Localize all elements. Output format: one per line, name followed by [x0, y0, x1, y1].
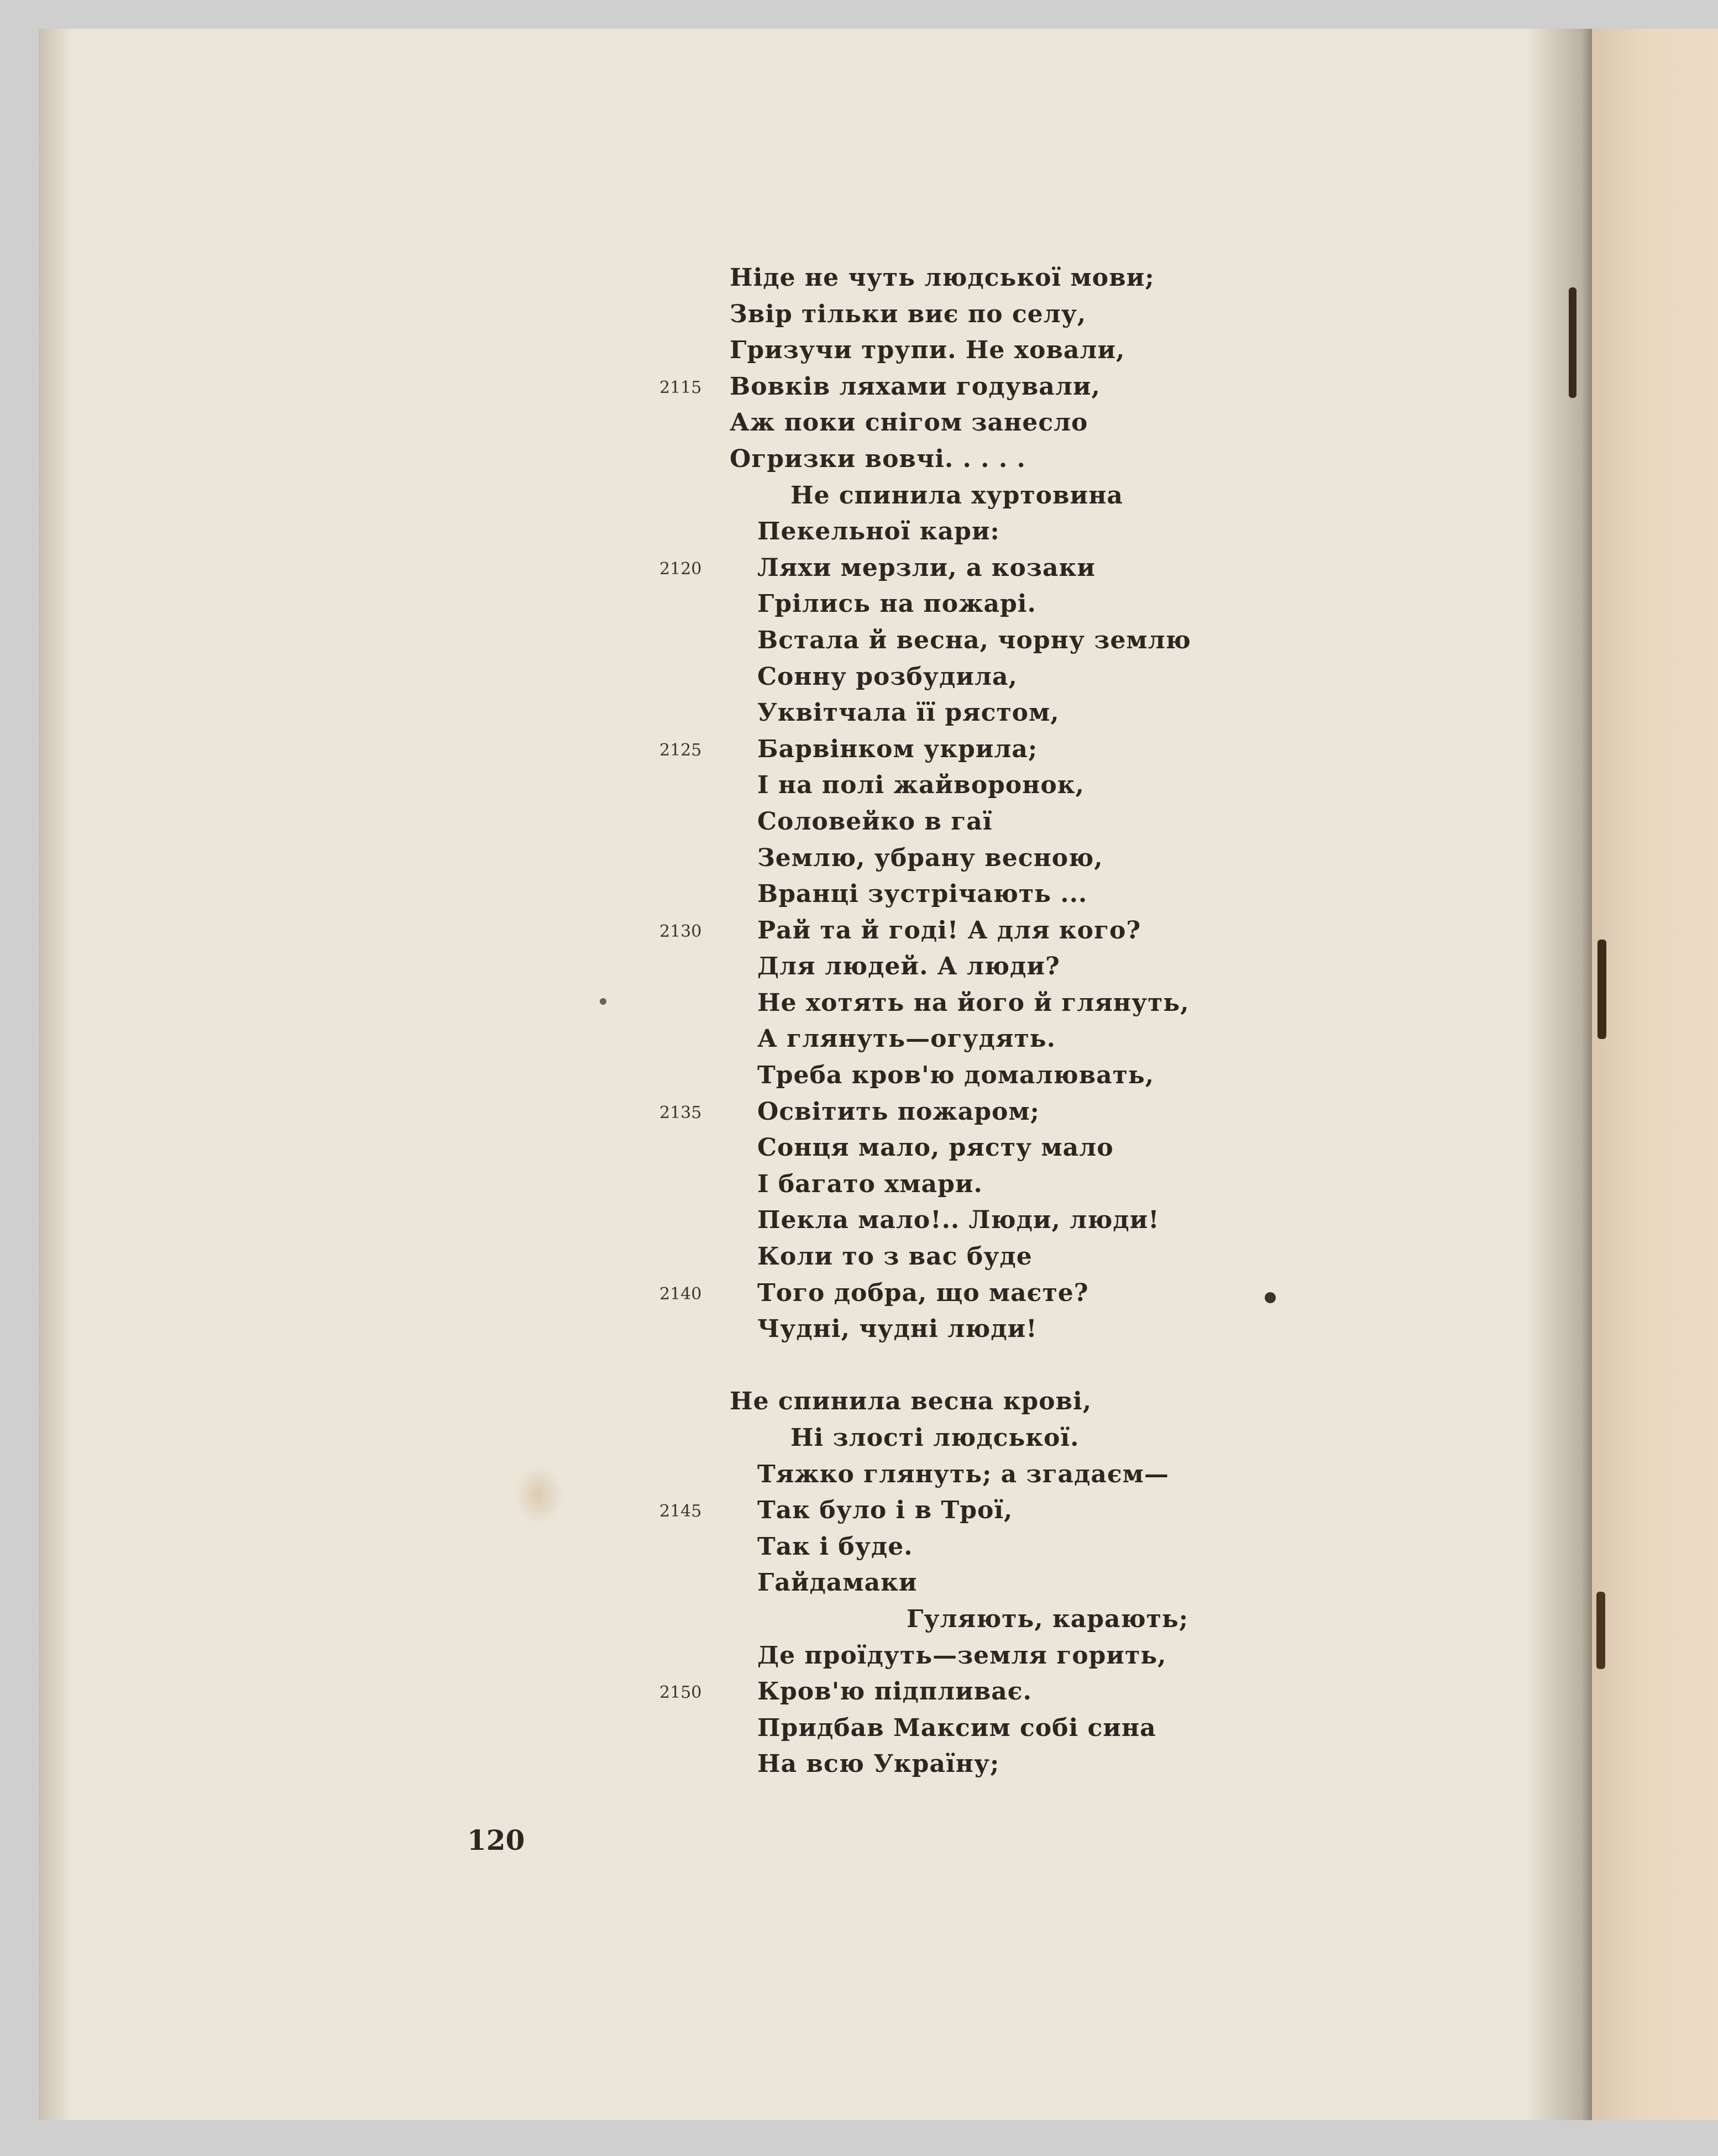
poem-line	[730, 1311, 1504, 1347]
poem-line	[730, 1166, 1504, 1203]
next-page-edge	[1592, 29, 1718, 2120]
line-number: 2140	[659, 1284, 702, 1304]
page-number: 120	[467, 1824, 525, 1856]
poem-line-text: Ляхи мерзли, а козаки	[757, 553, 1096, 582]
ink-speck	[1597, 940, 1606, 1039]
poem-line	[730, 405, 1504, 441]
poem-line	[730, 1239, 1504, 1275]
poem-line	[730, 1130, 1504, 1166]
line-number: 2115	[659, 377, 702, 397]
poem-line-text: Соловейко в гаї	[757, 807, 993, 836]
poem-line-text: Для людей. А люди?	[757, 952, 1060, 981]
poem-text-block	[659, 260, 1504, 1819]
poem-line	[659, 1674, 1504, 1710]
poem-line	[730, 659, 1504, 695]
stanza-break	[730, 1383, 1504, 1420]
poem-line-text: Тяжко глянуть; а згадаєм—	[757, 1460, 1169, 1488]
poem-line-text: На всю Україну;	[757, 1750, 1000, 1779]
poem-line-text: Не спинила хуртовина	[790, 481, 1123, 510]
poem-line-text: Вранці зустрічають ...	[757, 880, 1088, 909]
poem-line-text: Коли то з вас буде	[757, 1242, 1033, 1271]
poem-line	[659, 912, 1504, 949]
poem-line	[730, 1456, 1504, 1493]
poem-line-text: Вовків ляхами годували,	[730, 372, 1101, 401]
poem-line	[730, 1782, 1504, 1819]
poem-line-text: Придбав Максим собі сина	[757, 1713, 1156, 1742]
line-number: 2135	[659, 1103, 702, 1122]
poem-line-text: А глянуть—огудять.	[757, 1025, 1056, 1053]
poem-line-text: Сонця мало, рясту мало	[757, 1134, 1114, 1162]
poem-line	[730, 586, 1504, 622]
poem-line	[730, 1601, 1504, 1638]
poem-line-text: Встала й весна, чорну землю	[757, 626, 1191, 654]
poem-line	[730, 1746, 1504, 1782]
poem-line	[730, 1638, 1504, 1674]
poem-line	[730, 478, 1504, 514]
poem-line-text: Де проїдуть—земля горить,	[757, 1641, 1167, 1670]
poem-line-text: Ніде не чуть людської мови;	[730, 264, 1155, 292]
poem-line-text: І на полі жайворонок,	[757, 771, 1085, 800]
poem-line-text: Аж поки снігом занесло	[730, 408, 1088, 437]
poem-line	[730, 840, 1504, 877]
poem-line	[730, 1021, 1504, 1057]
page-binding-shadow	[1526, 29, 1592, 2120]
ink-speck	[1596, 1592, 1605, 1669]
poem-line	[730, 332, 1504, 369]
poem-line	[730, 513, 1504, 550]
poem-line	[730, 1057, 1504, 1094]
poem-line-text: Не спинила весна крові,	[730, 1387, 1092, 1416]
ink-speck	[1569, 287, 1576, 398]
poem-line	[659, 550, 1504, 586]
poem-line	[730, 767, 1504, 804]
line-number: 2120	[659, 559, 702, 579]
poem-line-text: Так і буде.	[757, 1532, 913, 1561]
poem-line	[659, 369, 1504, 405]
poem-line-text: Барвінком укрила;	[757, 735, 1038, 763]
poem-line	[730, 1565, 1504, 1601]
poem-line-text: Гайдамаки	[757, 1569, 918, 1597]
poem-line-text: Гризучи трупи. Не ховали,	[730, 336, 1125, 365]
poem-line	[659, 1275, 1504, 1312]
poem-line	[730, 804, 1504, 840]
poem-line-text: Огризки вовчі. . . . .	[730, 444, 1026, 473]
poem-line-text: Треба кров'ю домалювать,	[757, 1061, 1155, 1090]
poem-line-text: Освітить пожаром;	[757, 1097, 1040, 1126]
poem-line	[659, 1492, 1504, 1529]
poem-line-text: Ні злості людської.	[790, 1424, 1080, 1452]
poem-line	[730, 622, 1504, 659]
poem-line-text: Пекельної кари:	[757, 517, 1000, 546]
poem-line-text: Грілись на пожарі.	[757, 590, 1036, 618]
poem-line	[730, 1529, 1504, 1565]
ink-speck	[600, 998, 606, 1005]
line-number: 2125	[659, 740, 702, 760]
poem-line	[730, 1420, 1504, 1456]
poem-line-text: Не хотять на його й глянуть,	[757, 988, 1190, 1017]
paper-stain	[514, 1465, 564, 1525]
poem-line	[730, 1347, 1504, 1384]
poem-line	[730, 948, 1504, 985]
line-number: 2145	[659, 1502, 702, 1522]
poem-line-text: Звір тільки виє по селу,	[730, 300, 1087, 328]
poem-line-text: Чудні, чудні люди!	[757, 1315, 1038, 1344]
poem-line-text: Рай та й годі! А для кого?	[757, 916, 1141, 945]
page-gutter-edge	[39, 29, 72, 2120]
poem-line	[730, 876, 1504, 912]
poem-line-text: Пекла мало!.. Люди, люди!	[757, 1206, 1160, 1235]
poem-line-text: Уквітчала її рястом,	[757, 699, 1060, 727]
poem-line-text: Сонну розбудила,	[757, 662, 1018, 691]
poem-line	[659, 731, 1504, 768]
poem-line	[730, 985, 1504, 1021]
poem-line-text: І багато хмари.	[757, 1169, 983, 1198]
poem-line	[730, 1202, 1504, 1239]
line-number: 2130	[659, 921, 702, 941]
poem-line	[730, 695, 1504, 731]
poem-line	[730, 441, 1504, 478]
poem-line-text: Того добра, що маєте?	[757, 1278, 1089, 1307]
poem-line	[730, 1710, 1504, 1746]
poem-line	[730, 296, 1504, 333]
poem-line	[659, 1094, 1504, 1130]
poem-line-text: Так було і в Трої,	[757, 1496, 1013, 1525]
poem-line	[730, 260, 1504, 296]
line-number: 2150	[659, 1683, 702, 1703]
poem-line-text: Кров'ю підпливає.	[757, 1677, 1032, 1706]
poem-line-text: Гуляють, карають;	[907, 1604, 1189, 1633]
poem-line-text: Землю, убрану весною,	[757, 843, 1103, 872]
